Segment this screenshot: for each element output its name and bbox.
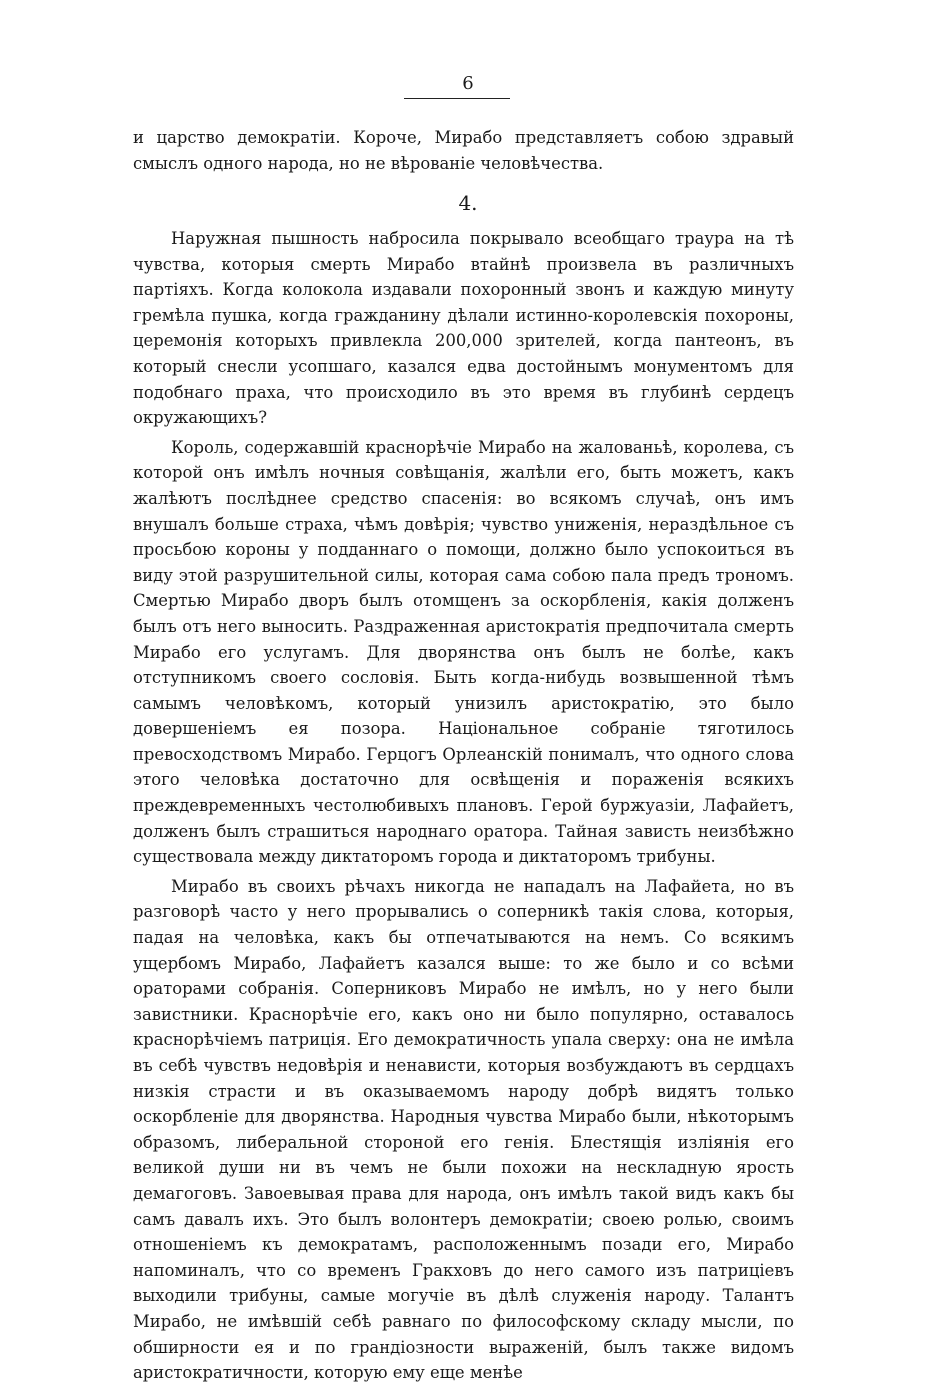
section-body xyxy=(133,226,794,1386)
paragraph-3: Мирабо въ своихъ рѣчахъ никогда не нападалъ на Лафайета, но въ разговорѣ часто у него прорывались о соперникѣ такія слова, которыя, падая на человѣка, какъ бы отпечатываются на немъ. Со всякимъ ущербомъ Мирабо, Лафайетъ казался выше: то же было и со всѣми ораторами собранія. Соперниковъ Мирабо не имѣлъ, но у него были завистники. Краснорѣчіе его, какъ оно ни было популярно, оставалось краснорѣчіемъ патриція. Его демократичность упала сверху: она не имѣла въ себѣ чувствъ недовѣрія и ненависти, которыя возбуждаютъ въ сердцахъ низкія страсти и въ оказываемомъ народу добрѣ видятъ только оскорбленіе для дворянства. Народныя чувства Мирабо были, нѣкоторымъ образомъ, либеральной стороной его генія. Блестящія изліянія его великой души ни въ чемъ не были похожи на нескладную ярость демагоговъ. Завоевывая права для народа, онъ имѣлъ такой видъ какъ бы самъ давалъ ихъ. Это былъ волонтеръ демократіи; своею ролью, своимъ отношеніемъ къ демократамъ, расположеннымъ позади его, Мирабо напоминалъ, что со временъ Гракховъ до него самого изъ патриціевъ выходили трибуны, самые могучіе въ дѣлѣ служенія народу. Талантъ Мирабо, не имѣвшій себѣ равнаго по философскому складу мысли, по обширности ея и по грандіозности выраженій, былъ также видомъ аристократичности, которую ему еще менѣе xyxy=(133,876,794,1383)
paragraph-1: Наружная пышность набросила покрывало всеобщаго траура на тѣ чувства, которыя смерть Мирабо втайнѣ произвела въ различныхъ партіяхъ. Когда колокола издавали похоронный звонъ и каждую минуту гремѣла пушка, когда гражданину дѣлали истинно-королевскія похороны, церемонія которыхъ привлекла 200,000 зрителей, когда пантеонъ, въ который снесли усопшаго, казался едва достойнымъ монументомъ для подобнаго праха, что происходило въ это время въ глубинѣ сердецъ окружающихъ? xyxy=(133,229,794,428)
continuation-text-block xyxy=(133,125,794,176)
paragraph-2: Король, содержавшій краснорѣчіе Мирабо на жалованьѣ, королева, съ которой онъ имѣлъ ночныя совѣщанія, жалѣли его, быть можетъ, какъ жалѣютъ послѣднее средство спасенія: во всякомъ случаѣ, онъ имъ внушалъ больше страха, чѣмъ довѣрія; чувство униженія, нераздѣльное съ просьбою короны у подданнаго о помощи, должно было успокоиться въ виду этой разрушительной силы, которая сама собою пала предъ трономъ. Смертью Мирабо дворъ былъ отомщенъ за оскорбленія, какія долженъ былъ отъ него выносить. Раздраженная аристократія предпочитала смерть Мирабо его услугамъ. Для дворянства онъ былъ не болѣе, какъ отступникомъ своего сословія. Быть когда-нибудь возвышенной тѣмъ самымъ человѣкомъ, который унизилъ аристократію, это было довершеніемъ ея позора. Національное собраніе тяготилось превосходствомъ Мирабо. Герцогъ Орлеанскій понималъ, что одного слова этого человѣка достаточно для освѣщенія и пораженія всякихъ преждевременныхъ честолюбивыхъ плановъ. Герой буржуазіи, Лафайетъ, долженъ былъ страшиться народнаго оратора. Тайная зависть неизбѣжно существовала между диктаторомъ города и диктаторомъ трибуны. xyxy=(133,437,794,867)
page-number: 6 xyxy=(462,73,474,94)
continuation-paragraph: и царство демократіи. Короче, Мирабо представляетъ собою здравый смыслъ одного народа, но не вѣрованіе человѣчества. xyxy=(133,128,794,173)
section-heading: 4. xyxy=(458,191,478,215)
page-number-rule xyxy=(404,98,510,99)
